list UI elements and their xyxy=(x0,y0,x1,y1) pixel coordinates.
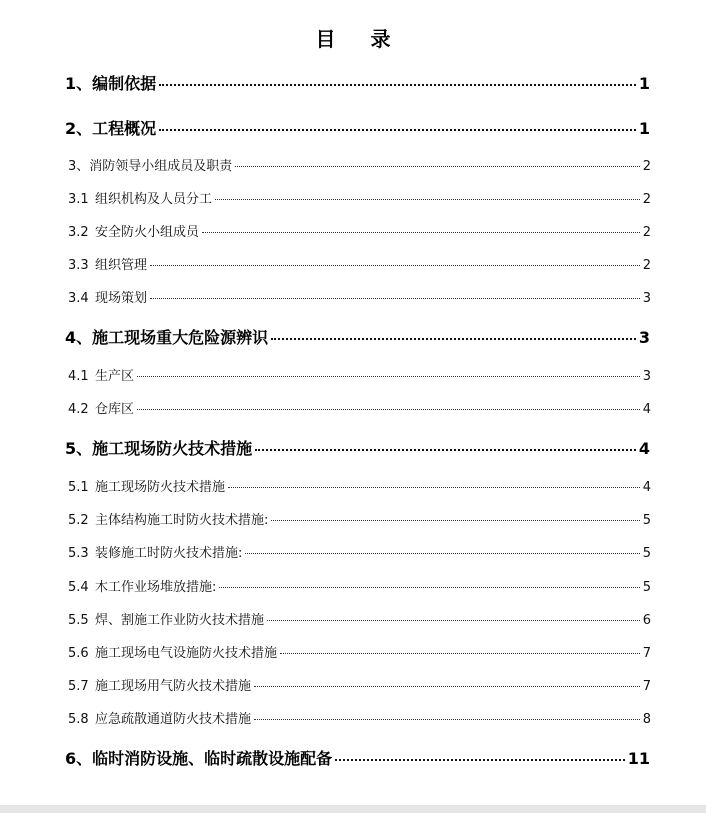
toc-entry-page: 4 xyxy=(638,439,650,458)
toc-entry-label: 安全防火小组成员 xyxy=(95,225,200,240)
toc-entry-4-1[interactable] xyxy=(68,365,651,384)
toc-entry-4-2[interactable] xyxy=(68,398,651,417)
toc-entry-number: 4.1 xyxy=(68,369,89,384)
toc-entry-label: 施工现场防火技术措施 xyxy=(95,480,226,495)
toc-entry-label: 装修施工时防火技术措施: xyxy=(95,546,243,561)
toc-entry-number: 3.2 xyxy=(68,225,89,240)
toc-title: 目 录 xyxy=(315,27,405,51)
dot-leader xyxy=(255,449,636,451)
toc-entry-3-3[interactable] xyxy=(68,254,651,273)
viewer-bottom-bar xyxy=(0,805,706,813)
toc-entry-5-8[interactable] xyxy=(68,708,651,727)
toc-entry-number: 5.3 xyxy=(68,546,89,561)
toc-entry-page: 2 xyxy=(642,258,651,273)
toc-entry-number: 5.4 xyxy=(68,580,89,595)
toc-entry-label: 5、施工现场防火技术措施 xyxy=(65,439,253,458)
toc-entry-page: 11 xyxy=(627,749,650,768)
toc-entry-label: 6、临时消防设施、临时疏散设施配备 xyxy=(65,749,333,768)
dot-leader xyxy=(254,686,640,687)
toc-entry-label: 生产区 xyxy=(95,369,135,384)
dot-leader xyxy=(219,587,639,588)
toc-entry-number: 5.5 xyxy=(68,613,89,628)
toc-entry-page: 8 xyxy=(642,712,651,727)
dot-leader xyxy=(202,232,640,233)
toc-entry-page: 2 xyxy=(642,225,651,240)
toc-entry-5[interactable] xyxy=(65,436,650,459)
toc-entry-page: 3 xyxy=(638,328,650,347)
toc-entry-3-4[interactable] xyxy=(68,287,651,306)
dot-leader xyxy=(228,487,640,488)
dot-leader xyxy=(267,620,640,621)
toc-entry-label: 组织管理 xyxy=(95,258,148,273)
toc-entry-number: 5.2 xyxy=(68,513,89,528)
dot-leader xyxy=(271,520,639,521)
toc-entry-5-5[interactable] xyxy=(68,609,651,628)
toc-entry-3-2[interactable] xyxy=(68,221,651,240)
toc-entry-page: 1 xyxy=(638,119,650,138)
dot-leader xyxy=(235,166,639,167)
toc-entry-number: 5.7 xyxy=(68,679,89,694)
toc-entry-1[interactable] xyxy=(65,71,650,94)
toc-entry-5-2[interactable] xyxy=(68,509,651,528)
toc-entry-page: 5 xyxy=(642,513,651,528)
dot-leader xyxy=(335,759,625,761)
toc-entry-5-4[interactable] xyxy=(68,576,651,595)
toc-entry-number: 4.2 xyxy=(68,402,89,417)
toc-entry-number: 5.6 xyxy=(68,646,89,661)
toc-entry-5-7[interactable] xyxy=(68,675,651,694)
toc-entry-number: 3.1 xyxy=(68,192,89,207)
dot-leader xyxy=(150,298,640,299)
toc-entry-label: 施工现场电气设施防火技术措施 xyxy=(95,646,278,661)
toc-entry-6[interactable] xyxy=(65,746,650,769)
toc-entry-page: 3 xyxy=(642,369,651,384)
dot-leader xyxy=(245,553,639,554)
dot-leader xyxy=(137,409,640,410)
dot-leader xyxy=(215,199,640,200)
dot-leader xyxy=(159,129,636,131)
toc-entry-page: 5 xyxy=(642,546,651,561)
toc-entry-page: 4 xyxy=(642,480,651,495)
toc-entry-number: 5.8 xyxy=(68,712,89,727)
toc-entry-label: 1、编制依据 xyxy=(65,74,157,93)
toc-entry-label: 组织机构及人员分工 xyxy=(95,192,213,207)
toc-entry-label: 应急疏散通道防火技术措施 xyxy=(95,712,252,727)
toc-entry-page: 7 xyxy=(642,679,651,694)
toc-entry-label: 2、工程概况 xyxy=(65,119,157,138)
toc-entry-label: 4、施工现场重大危险源辨识 xyxy=(65,328,269,347)
toc-entry-label: 木工作业场堆放措施: xyxy=(95,580,217,595)
toc-entry-5-1[interactable] xyxy=(68,476,651,495)
toc-entry-label: 焊、割施工作业防火技术措施 xyxy=(95,613,265,628)
toc-entry-label: 3、消防领导小组成员及职责 xyxy=(68,159,233,174)
toc-entry-number: 5.1 xyxy=(68,480,89,495)
toc-entry-number: 3.4 xyxy=(68,291,89,306)
toc-entry-5-3[interactable] xyxy=(68,542,651,561)
toc-entry-label: 仓库区 xyxy=(95,402,135,417)
dot-leader xyxy=(150,265,640,266)
dot-leader xyxy=(254,719,640,720)
toc-entry-page: 2 xyxy=(642,159,651,174)
toc-entry-page: 4 xyxy=(642,402,651,417)
dot-leader xyxy=(159,84,636,86)
toc-entry-page: 7 xyxy=(642,646,651,661)
toc-entry-page: 2 xyxy=(642,192,651,207)
toc-entry-page: 1 xyxy=(638,74,650,93)
toc-entry-label: 施工现场用气防火技术措施 xyxy=(95,679,252,694)
toc-entry-3-1[interactable] xyxy=(68,188,651,207)
dot-leader xyxy=(280,653,640,654)
toc-entry-number: 3.3 xyxy=(68,258,89,273)
toc-entry-page: 3 xyxy=(642,291,651,306)
toc-entry-label: 现场策划 xyxy=(95,291,148,306)
toc-entry-page: 6 xyxy=(642,613,651,628)
toc-entry-2[interactable] xyxy=(65,116,650,139)
toc-entry-3[interactable] xyxy=(68,155,651,174)
dot-leader xyxy=(271,338,636,340)
toc-entry-5-6[interactable] xyxy=(68,642,651,661)
dot-leader xyxy=(137,376,640,377)
toc-entry-4[interactable] xyxy=(65,325,650,348)
toc-entry-label: 主体结构施工时防火技术措施: xyxy=(95,513,269,528)
toc-entry-page: 5 xyxy=(642,580,651,595)
